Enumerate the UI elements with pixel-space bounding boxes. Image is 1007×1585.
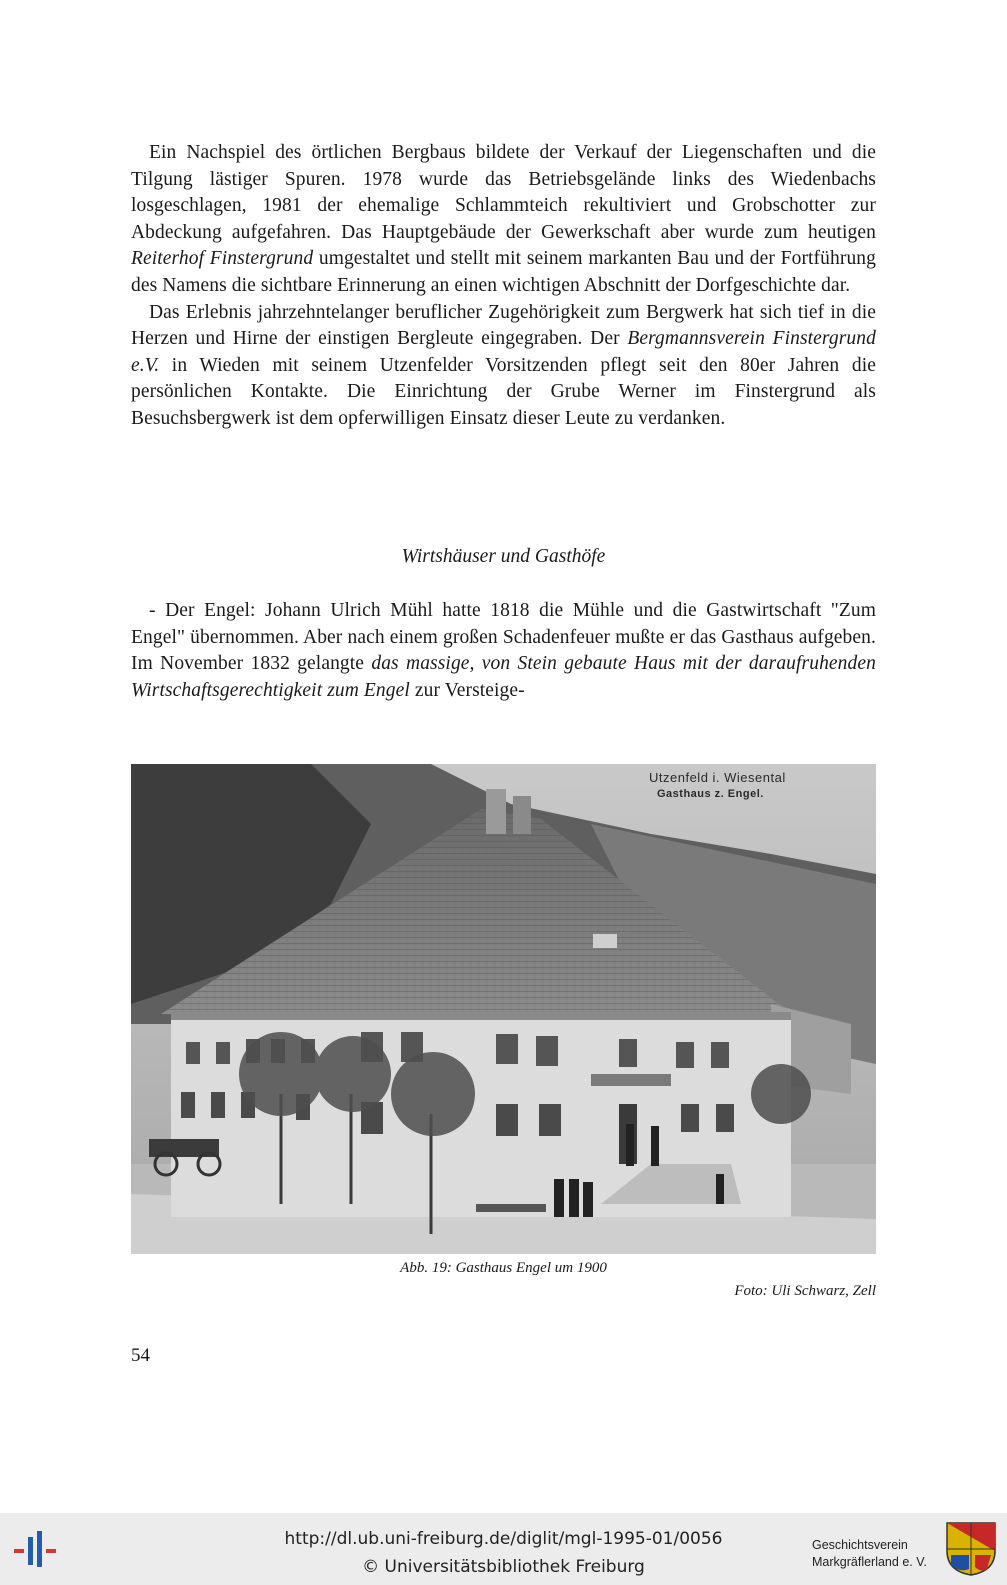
paragraph-2: Das Erlebnis jahrzehntelanger beruflicher Zugehörigkeit zum Bergwerk hat sich tief in die Herzen und Hirne der einstigen Bergleute eingegraben. Der Bergmannsverein Finstergrund e.V. in Wieden mit seinem Utzenfelder Vorsitzenden pflegt seit den 80er Jahren die persönlichen Kontakte. Die Einrichtung der Grube Werner im Finstergrund als Besuchsbergwerk ist dem opferwilligen Einsatz dieser Leute zu verdanken.	[131, 301, 876, 429]
historic-photo	[131, 764, 876, 1254]
section-heading: Wirtshäuser und Gasthöfe	[401, 546, 606, 567]
paragraph-1-italic: Reiterhof Finstergrund	[131, 248, 314, 270]
org-line-1: Geschichtsverein	[812, 1538, 908, 1552]
coat-of-arms-icon	[945, 1521, 997, 1577]
photo-label-line-1: Utzenfeld i. Wiesental	[649, 770, 786, 785]
page-number: 54	[131, 1345, 150, 1366]
paragraph-1: Ein Nachspiel des örtlichen Bergbaus bildete der Verkauf der Liegenschaften und die Tilgung lästiger Spuren. 1978 wurde das Betriebsgelände links des Wiedenbachs losgeschlagen, 1981 der ehemalige Schlammteich rekultiviert und Grobschotter zur Abdeckung aufgefahren. Das Hauptgebäude der Gewerkschaft aber wurde zum heutigen Reiterhof Finstergrund umgestaltet und stellt mit seinem markanten Bau und der Fortführung des Namens die sichtbare Erinnerung an einen wichtigen Abschnitt der Dorfgeschichte dar.	[131, 142, 876, 296]
figure-caption: Abb. 19: Gasthaus Engel um 1900	[400, 1260, 607, 1276]
footer-url[interactable]: http://dl.ub.uni-freiburg.de/diglit/mgl-1995-01/0056	[284, 1529, 723, 1549]
photo-label-line-2: Gasthaus z. Engel.	[657, 788, 764, 800]
body-text-top	[131, 140, 876, 433]
body-text-bottom	[131, 598, 876, 704]
footer-org	[812, 1537, 927, 1571]
gasthaus-engel-photo	[131, 764, 876, 1254]
paragraph-2-italic: Bergmannsverein Finstergrund e.V.	[131, 328, 876, 376]
paragraph-3-italic: das massige, von Stein gebaute Haus mit der daraufruhenden Wirtschaftsgerechtigkeit zum Engel	[131, 653, 876, 701]
paragraph-3: - Der Engel: Johann Ulrich Mühl hatte 1818 die Mühle und die Gastwirtschaft "Zum Engel" übernommen. Aber nach einem großen Schadenfeuer mußte er das Gasthaus aufgeben. Im November 1832 gelangte das massige, von Stein gebaute Haus mit der daraufruhenden Wirtschaftsgerechtigkeit zum Engel zur Versteige-	[131, 600, 876, 701]
org-line-2: Markgräflerland e. V.	[812, 1555, 927, 1569]
photo-credit: Foto: Uli Schwarz, Zell	[734, 1283, 876, 1299]
footer	[0, 1513, 1007, 1585]
footer-copyright: © Universitätsbibliothek Freiburg	[362, 1557, 645, 1577]
